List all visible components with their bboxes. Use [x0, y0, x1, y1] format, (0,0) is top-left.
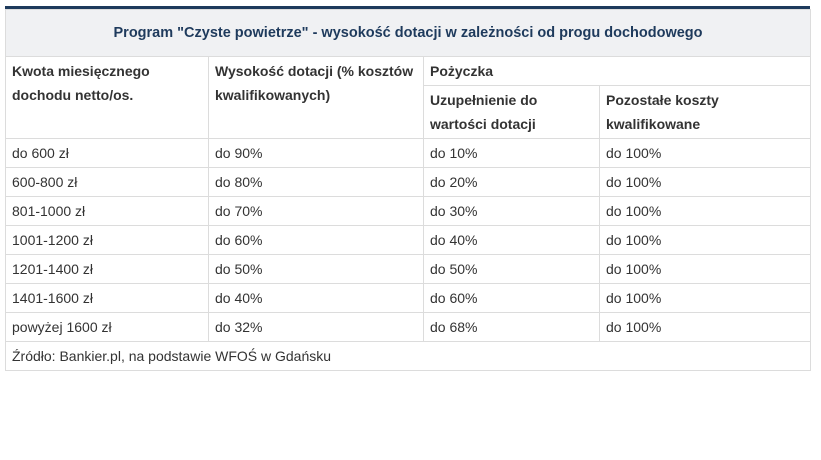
cell-income: 1001-1200 zł: [6, 226, 209, 255]
cell-income: do 600 zł: [6, 139, 209, 168]
table-row: [6, 284, 811, 313]
cell-loan-supplement: do 20%: [424, 168, 600, 197]
subsidy-table: [5, 9, 811, 371]
cell-income: 801-1000 zł: [6, 197, 209, 226]
header-income: Kwota miesięcznego dochodu netto/os.: [6, 57, 209, 139]
cell-loan-other: do 100%: [600, 197, 811, 226]
cell-subsidy: do 90%: [209, 139, 424, 168]
cell-loan-other: do 100%: [600, 226, 811, 255]
cell-subsidy: do 80%: [209, 168, 424, 197]
cell-income: 1401-1600 zł: [6, 284, 209, 313]
header-loan-supplement: Uzupełnienie do wartości dotacji: [424, 86, 600, 139]
cell-loan-supplement: do 60%: [424, 284, 600, 313]
header-loan-other-costs: Pozostałe koszty kwalifikowane: [600, 86, 811, 139]
cell-income: 1201-1400 zł: [6, 255, 209, 284]
cell-subsidy: do 60%: [209, 226, 424, 255]
cell-loan-other: do 100%: [600, 255, 811, 284]
cell-loan-other: do 100%: [600, 313, 811, 342]
cell-loan-supplement: do 68%: [424, 313, 600, 342]
cell-loan-other: do 100%: [600, 168, 811, 197]
cell-subsidy: do 32%: [209, 313, 424, 342]
table-row: [6, 255, 811, 284]
header-subsidy: Wysokość dotacji (% kosztów kwalifikowanych): [209, 57, 424, 139]
cell-loan-other: do 100%: [600, 284, 811, 313]
cell-subsidy: do 40%: [209, 284, 424, 313]
table-title: Program "Czyste powietrze" - wysokość dotacji w zależności od progu dochodowego: [6, 10, 811, 57]
cell-loan-supplement: do 30%: [424, 197, 600, 226]
cell-income: 600-800 zł: [6, 168, 209, 197]
subsidy-table-container: [5, 6, 810, 371]
cell-subsidy: do 50%: [209, 255, 424, 284]
table-row: [6, 139, 811, 168]
table-row: [6, 226, 811, 255]
table-row: [6, 197, 811, 226]
cell-subsidy: do 70%: [209, 197, 424, 226]
header-loan: Pożyczka: [424, 57, 811, 86]
table-source: Źródło: Bankier.pl, na podstawie WFOŚ w Gdańsku: [6, 342, 811, 371]
cell-loan-supplement: do 40%: [424, 226, 600, 255]
cell-loan-supplement: do 10%: [424, 139, 600, 168]
table-row: [6, 168, 811, 197]
table-row: [6, 313, 811, 342]
cell-loan-supplement: do 50%: [424, 255, 600, 284]
cell-loan-other: do 100%: [600, 139, 811, 168]
cell-income: powyżej 1600 zł: [6, 313, 209, 342]
